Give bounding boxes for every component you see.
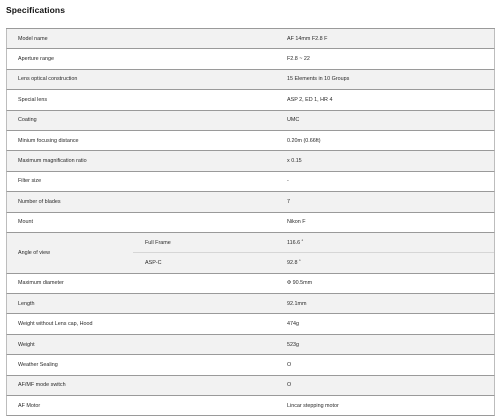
spec-label: Aperture range — [18, 56, 54, 63]
spec-value: - — [287, 178, 289, 185]
spec-label: Coating — [18, 117, 37, 124]
spec-label: Weight without Lens cap, Hood — [18, 321, 93, 328]
spec-value: 523g — [287, 341, 299, 348]
spec-row-maximum-magnification-ratio — [6, 151, 495, 171]
spec-label: Number of blades — [18, 198, 61, 205]
spec-value: 0.20m (0.66ft) — [287, 137, 321, 144]
spec-row-filter-size — [6, 172, 495, 192]
specifications-table — [6, 28, 495, 416]
spec-row-model-name — [6, 29, 495, 49]
spec-label: Model name — [18, 35, 48, 42]
spec-row-angle-of-view — [6, 233, 495, 274]
spec-label: Weight — [18, 341, 35, 348]
spec-label: Length — [18, 300, 35, 307]
spec-label: Mount — [18, 219, 33, 226]
spec-label: Angle of view — [18, 249, 51, 256]
angle-of-view-aps-c-row — [133, 252, 494, 272]
spec-value: 7 — [287, 198, 290, 205]
spec-value: x 0.15 — [287, 158, 302, 165]
spec-value: Ф 90.5mm — [287, 280, 313, 287]
spec-row-aperture-range — [6, 49, 495, 69]
spec-label: Maximum magnification ratio — [18, 158, 87, 165]
spec-label: Maximum diameter — [18, 280, 64, 287]
spec-row-minimum-focusing-distance — [6, 131, 495, 151]
spec-value: 92.8 ˚ — [287, 259, 301, 266]
spec-value: AF 14mm F2.8 F — [287, 35, 328, 42]
spec-value: ASP 2, ED 1, HR 4 — [287, 96, 333, 103]
spec-sublabel: ASP-C — [145, 259, 162, 266]
angle-of-view-full-frame-row — [133, 233, 494, 252]
spec-label: Lens optical construction — [18, 76, 78, 83]
spec-value: 92.1mm — [287, 300, 307, 307]
spec-value: Nikon F — [287, 219, 306, 226]
spec-row-special-lens — [6, 90, 495, 110]
spec-row-lens-optical-construction — [6, 70, 495, 90]
spec-row-coating — [6, 111, 495, 131]
spec-value: O — [287, 382, 292, 389]
angle-of-view-subrows — [133, 233, 494, 273]
spec-value: F2.8 ~ 22 — [287, 56, 310, 63]
spec-value: 474g — [287, 321, 299, 328]
spec-label: Filter size — [18, 178, 42, 185]
spec-value: Lincar stepping motor — [287, 402, 339, 409]
spec-row-af-mf-mode-switch — [6, 376, 495, 396]
spec-row-number-of-blades — [6, 192, 495, 212]
spec-label: AF Motor — [18, 402, 41, 409]
spec-label: Special lens — [18, 96, 48, 103]
spec-row-weight-without-lens-cap-hood — [6, 314, 495, 334]
spec-row-maximum-diameter — [6, 274, 495, 294]
spec-row-weight — [6, 335, 495, 355]
spec-sublabel: Full Frame — [145, 239, 171, 246]
spec-row-weather-sealing — [6, 355, 495, 375]
spec-row-mount — [6, 213, 495, 233]
spec-label: Minium focusing distance — [18, 137, 79, 144]
spec-label: Weather Sealing — [18, 361, 58, 368]
spec-row-length — [6, 294, 495, 314]
spec-value: 15 Elements in 10 Groups — [287, 76, 350, 83]
page-title: Specifications — [6, 5, 66, 15]
spec-label: AF/MF mode switch — [18, 382, 66, 389]
spec-value: UMC — [287, 117, 300, 124]
spec-value: 116.6 ˚ — [287, 239, 304, 246]
spec-value: O — [287, 361, 292, 368]
spec-row-af-motor — [6, 396, 495, 416]
